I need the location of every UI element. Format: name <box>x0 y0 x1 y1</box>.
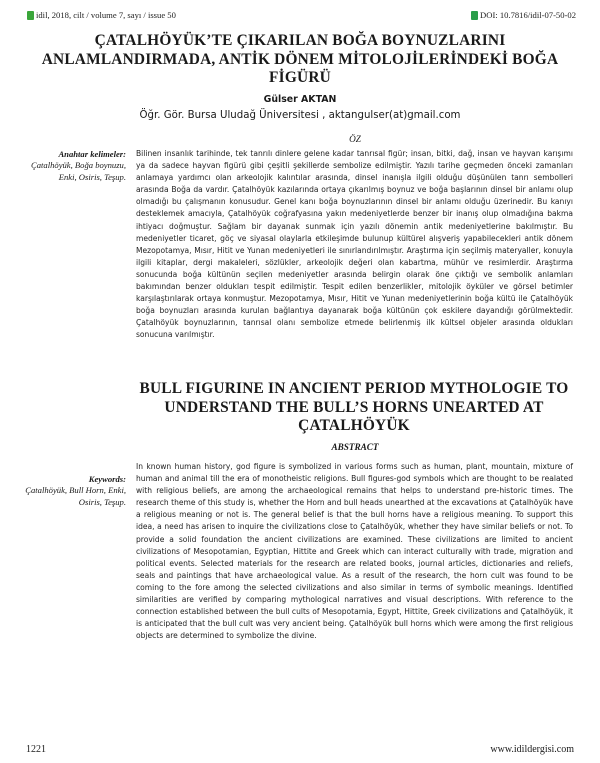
doi-info[interactable] <box>471 10 576 20</box>
journal-citation: idil, 2018, cilt / volume 7, sayı / issue 50 <box>36 10 176 20</box>
page-header <box>27 10 576 20</box>
turkish-keywords <box>18 149 126 183</box>
english-title: BULL FIGURINE IN ANCIENT PERIOD MYTHOLOGIE TO UNDERSTAND THE BULL’S HORNS UNEARTED AT ÇATALHÖYÜK <box>139 380 569 434</box>
doi-text[interactable]: DOI: 10.7816/idil-07-50-02 <box>480 10 576 20</box>
english-keywords <box>18 474 126 508</box>
turkish-keywords-list: Çatalhöyük, Boğa boynuzu, Enki, Osiris, Teşup. <box>31 160 126 182</box>
english-keywords-label: Keywords: <box>88 474 126 484</box>
turkish-abstract-label: ÖZ <box>349 134 361 144</box>
author-name: Gülser AKTAN <box>263 94 337 105</box>
page-footer <box>26 744 574 755</box>
english-abstract-label: ABSTRACT <box>331 442 379 452</box>
journal-website-link[interactable]: www.idildergisi.com <box>490 744 574 755</box>
turkish-title: ÇATALHÖYÜK’TE ÇIKARILAN BOĞA BOYNUZLARINI ANLAMLANDIRMADA, ANTİK DÖNEM MİTOLOJİLERİNDEKİ BOĞA FİGÜRÜ <box>41 32 559 86</box>
turkish-keywords-label: Anahtar kelimeler: <box>58 149 126 159</box>
journal-logo-icon <box>27 11 34 20</box>
page-number: 1221 <box>26 744 46 755</box>
doi-logo-icon <box>471 11 478 20</box>
author-affiliation: Öğr. Gör. Bursa Uludağ Üniversitesi , aktangulser(at)gmail.com <box>139 110 461 121</box>
journal-info <box>27 10 176 20</box>
english-keywords-list: Çatalhöyük, Bull Horn, Enki, Osiris, Teşup. <box>25 485 126 507</box>
english-abstract-text: In known human history, god figure is symbolized in various forms such as human, plant, mountain, mixture of human and animal till the era of monotheistic religions. Bull figures-god symbols which are thought to be realated with religious beliefs, are among the archaeological remains that helps to understand pre-historic times. The research theme of this study is, whether the Horn and bull heads unearthed at the excavations at Çatalhöyük have a religious meaning or not is. The general belief is that the bull horns have a religious meaning. To support this idea, a need has arisen to inquire the civilizations close to Çatalhöyük, whether they have similar beliefs or not. To provide a solid foundation the ancient civilizations are examined. These civilizations are limited to ancient civilizations of Mesopotamian, Egyptian, Hittite and Greek which can interact culturally with trade, migration and political events. Selected materials for the research are related books, journal articles, dictionaries and reliefs, seals and paintings that have archaeological value. As a result of the research, the horn cult was found to be coming to the fore among the selected civilizations and also similar in terms of symbolic meanings. Identified similarities are verified by comparing mythological narratives and visual descriptions. With reference to the connection established between the bull cults of Mesopotamia, Egypt, Hittite, Greek civilizations and Çatalhöyük, it is anticipated that the bull cult was very ancient being. Çatalhöyük bull horns which were among the first religious objects are determined to symbolize the divine. <box>136 462 573 641</box>
turkish-abstract-text: Bilinen insanlık tarihinde, tek tanrılı dinlere gelene kadar tanrısal figür; insan, bitki, dağ, insan ve hayvan karışımı ya da sadece hayvan figürü gibi çeşitli şekillerde sembolize edilmiştir. Yazılı tarihe geçmeden önceki zamanları anlamaya yardımcı olan arkeolojik kalıntılar arasında, dinsel inanışla ilgili olduğu düşünülen tanrı sembolleri arasında Boğa da vardır. Çatalhöyük kazılarında ortaya çıkarılmış boynuz ve boğa başlarının dinsel bir anlamı olup olmadığı bu çalışmanın konusudur. Genel kanı boğa boynuzlarının dinsel bir anlamı olduğu üzerinedir. Bu kanıyı desteklemek amacıyla, Çatalhöyük coğrafyasına yakın medeniyetlerde benzer bir inanış olup olmadığına bakma ihtiyacı doğmuştur. Sağlam bir dayanak sunmak için yazılı dönemin antik medeniyetlerine bakılmıştır. Bu medeniyetler ticaret, göç ve siyasal olaylarla etkileşimde bulunup kültürel alışveriş yapabilecekleri antik dönem Mezopotamya, Mısır, Hitit ve Yunan medeniyetleri ile sınırlandırılmıştır. Araştırma için seçilmiş materyaller, konuyla ilgili kitaplar, dergi makaleleri, sözlükler, arkeolojik değeri olan kabartma, mühür ve resimlerdir. Araştırma sonucunda boğa kültünün seçilen medeniyetler arasında belirgin olarak öne çıktığı ve sembolik anlamları bakımından benzer oldukları tespit edilmiştir. Tespit edilen benzerlikler, mitolojik öyküler ve görsel betimler karşılaştırılarak ortaya konmuştur. Mezopotamya, Mısır, Hitit ve Yunan medeniyetlerinin boğa kültü ile Çatalhöyük boğa boynuzları arasında kurulan bağlantıya dayanarak boğa kültünün çok eskilere dayandığı görülmektedir. Çatalhöyük boynuzlarının, tanrısal olanı sembolize etmede belirlenmiş ilk kültsel objeler arasında oldukları sonucuna varılmıştır. <box>136 149 573 340</box>
